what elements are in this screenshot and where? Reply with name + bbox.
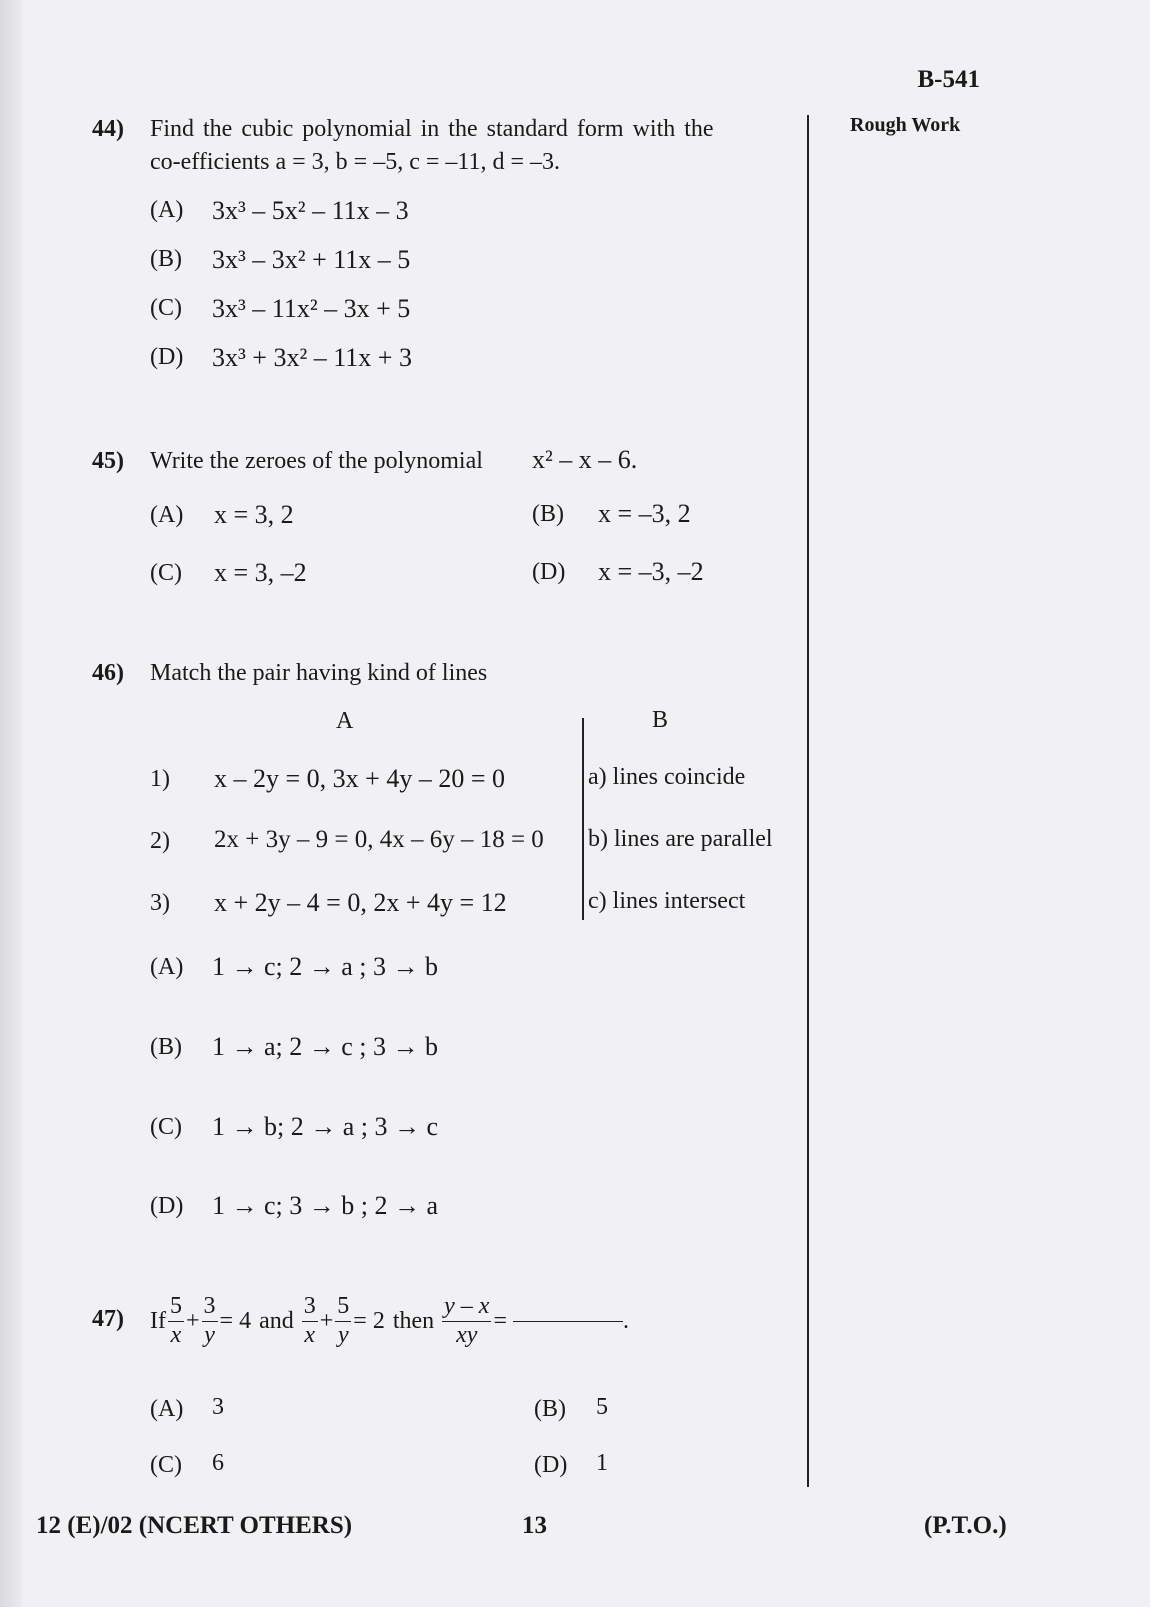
q45-option-a: x = 3, 2 <box>214 500 294 529</box>
fraction-y-minus-x-over-xy: $\frac{y - x}{xy}$ <box>444 1292 490 1348</box>
paper-code: B-541 <box>917 66 980 93</box>
q47-if: If <box>150 1307 166 1334</box>
column-b-header: B <box>652 707 669 733</box>
match-row-2-number: 2) <box>150 828 170 854</box>
match-row-2-equation: 2x + 3y – 9 = 0, 4x – 6y – 18 = 0 <box>214 826 544 853</box>
question-45-number: 45) <box>92 448 124 474</box>
match-row-1-number: 1) <box>150 766 170 792</box>
q46-option-a: 1 → c; 2 → a ; 3 → b <box>212 952 439 981</box>
q45-option-d: x = –3, –2 <box>598 557 704 586</box>
question-45-text: Write the zeroes of the polynomial <box>150 448 483 474</box>
answer-blank <box>513 1321 623 1322</box>
page-edge-shadow <box>0 0 22 1607</box>
q44-option-d: 3x³ + 3x² – 11x + 3 <box>212 343 412 372</box>
question-44-text-line2: co-efficients a = 3, b = –5, c = –11, d = –3. <box>150 149 561 175</box>
page-number: 13 <box>522 1512 547 1539</box>
match-column-divider <box>582 718 584 920</box>
q47-option-c: 6 <box>212 1450 224 1476</box>
q44-option-c: 3x³ – 11x² – 3x + 5 <box>212 294 411 323</box>
q47-option-d-label: (D) <box>534 1452 568 1478</box>
q47-option-d: 1 <box>596 1450 608 1476</box>
question-46-number: 46) <box>92 660 124 686</box>
fraction-3-over-y: $\frac{3}{y}$ <box>203 1292 216 1348</box>
match-row-1-result: a) lines coincide <box>588 764 746 790</box>
q45-option-c-label: (C) <box>150 560 182 586</box>
q46-option-d-label: (D) <box>150 1193 184 1219</box>
rough-work-label: Rough Work <box>850 114 961 136</box>
match-row-3-result: c) lines intersect <box>588 888 746 914</box>
question-44-number: 44) <box>92 116 124 142</box>
q47-option-a: 3 <box>212 1394 224 1420</box>
q47-then: then <box>392 1307 435 1334</box>
question-47-statement: If $\frac{5}{x}$ + $\frac{3}{y}$ = 4 and $\frac{3}{x}$ + $\frac{5}{y}$ = 2 then $\frac{y - x}{xy}$ = . <box>150 1292 630 1348</box>
fraction-5-over-y: $\frac{5}{y}$ <box>337 1292 350 1348</box>
q46-option-b: 1 → a; 2 → c ; 3 → b <box>212 1032 439 1061</box>
q47-option-b-label: (B) <box>534 1396 566 1422</box>
q47-and: and <box>259 1307 294 1334</box>
match-row-1-equation: x – 2y = 0, 3x + 4y – 20 = 0 <box>214 764 505 793</box>
match-row-3-number: 3) <box>150 890 170 916</box>
q46-option-b-label: (B) <box>150 1034 182 1060</box>
q47-option-a-label: (A) <box>150 1396 184 1422</box>
q46-option-c-label: (C) <box>150 1114 182 1140</box>
q45-option-b-label: (B) <box>532 501 564 527</box>
match-row-3-equation: x + 2y – 4 = 0, 2x + 4y = 12 <box>214 888 507 917</box>
match-row-2-result: b) lines are parallel <box>588 826 773 852</box>
q45-option-d-label: (D) <box>532 559 566 585</box>
q46-option-a-label: (A) <box>150 954 184 980</box>
question-45-polynomial: x² – x – 6. <box>532 445 638 474</box>
q46-option-d: 1 → c; 3 → b ; 2 → a <box>212 1191 439 1220</box>
q44-option-a-label: (A) <box>150 197 184 223</box>
q44-option-a: 3x³ – 5x² – 11x – 3 <box>212 196 409 225</box>
q47-option-c-label: (C) <box>150 1452 182 1478</box>
fraction-5-over-x: $\frac{5}{x}$ <box>169 1292 182 1348</box>
question-46-text: Match the pair having kind of lines <box>150 660 488 686</box>
question-44-text-line1: Find the cubic polynomial in the standard form with the <box>150 116 714 142</box>
q44-option-b-label: (B) <box>150 246 182 272</box>
margin-divider <box>807 115 809 1487</box>
q47-option-b: 5 <box>596 1394 608 1420</box>
footer-paper-id: 12 (E)/02 (NCERT OTHERS) <box>36 1512 353 1539</box>
fraction-3-over-x: $\frac{3}{x}$ <box>303 1292 316 1348</box>
question-47-number: 47) <box>92 1306 124 1332</box>
please-turn-over: (P.T.O.) <box>924 1512 1007 1539</box>
q45-option-a-label: (A) <box>150 502 184 528</box>
q44-option-b: 3x³ – 3x² + 11x – 5 <box>212 245 411 274</box>
q44-option-c-label: (C) <box>150 295 182 321</box>
column-a-header: A <box>336 708 354 734</box>
q45-option-b: x = –3, 2 <box>598 499 691 528</box>
q46-option-c: 1 → b; 2 → a ; 3 → c <box>212 1112 439 1141</box>
q44-option-d-label: (D) <box>150 344 184 370</box>
q45-option-c: x = 3, –2 <box>214 558 307 587</box>
